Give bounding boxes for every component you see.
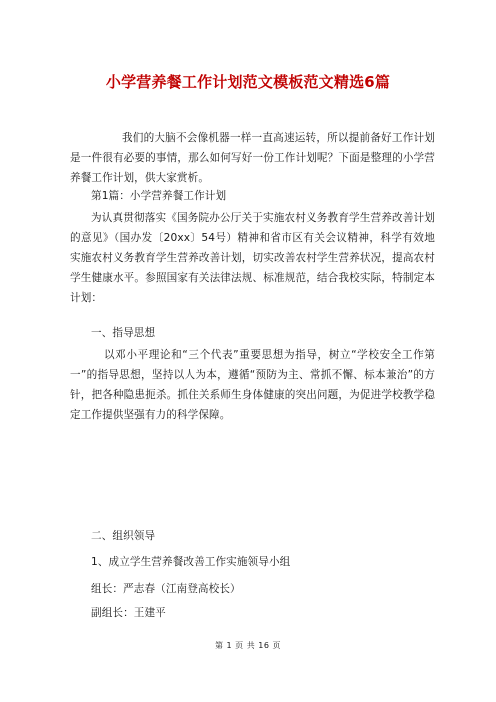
document-title: 小学营养餐工作计划范文模板范文精选6篇 (105, 73, 391, 91)
deputy-leader-line: 副组长：王建平 (91, 607, 166, 619)
chapter-heading: 第1篇：小学营养餐工作计划 (91, 190, 227, 202)
page-indicator: 第 1 页 共 16 页 (215, 641, 281, 650)
subsection-leading-group: 1、成立学生营养餐改善工作实施领导小组 (91, 556, 291, 568)
section-body-guiding-ideology: 以邓小平理论和“三个代表”重要思想为指导，树立“学校安全工作第一”的指导思想，坚持以人为本，遵循“预防为主、常抓不懈、标本兼治”的方针，把各种隐患扼杀。抓住关系师生身体健康的突出问题，为促进学校教学稳定工作提供坚强有力的科学保障。 (70, 349, 435, 421)
chapter-body-paragraph: 为认真贯彻落实《国务院办公厅关于实施农村义务教育学生营养改善计划的意见》（国办发〔20xx〕54号）精神和省市区有关会议精神，科学有效地实施农村义务教育学生营养改善计划，切实改善农村学生营养状况，提高农村学生健康水平。参照国家有关法律法规、标准规范，结合我校实际，特制定本计划： (70, 212, 435, 304)
leader-line: 组长：严志春（江南登高校长） (91, 583, 241, 595)
intro-paragraph: 我们的大脑不会像机器一样一直高速运转，所以提前备好工作计划是一件很有必要的事情，那么如何写好一份工作计划呢？下面是整理的小学营养餐工作计划，供大家赏析。 (70, 132, 435, 184)
section-heading-organization: 二、组织领导 (91, 530, 156, 542)
section-heading-guiding-ideology: 一、指导思想 (91, 327, 156, 339)
